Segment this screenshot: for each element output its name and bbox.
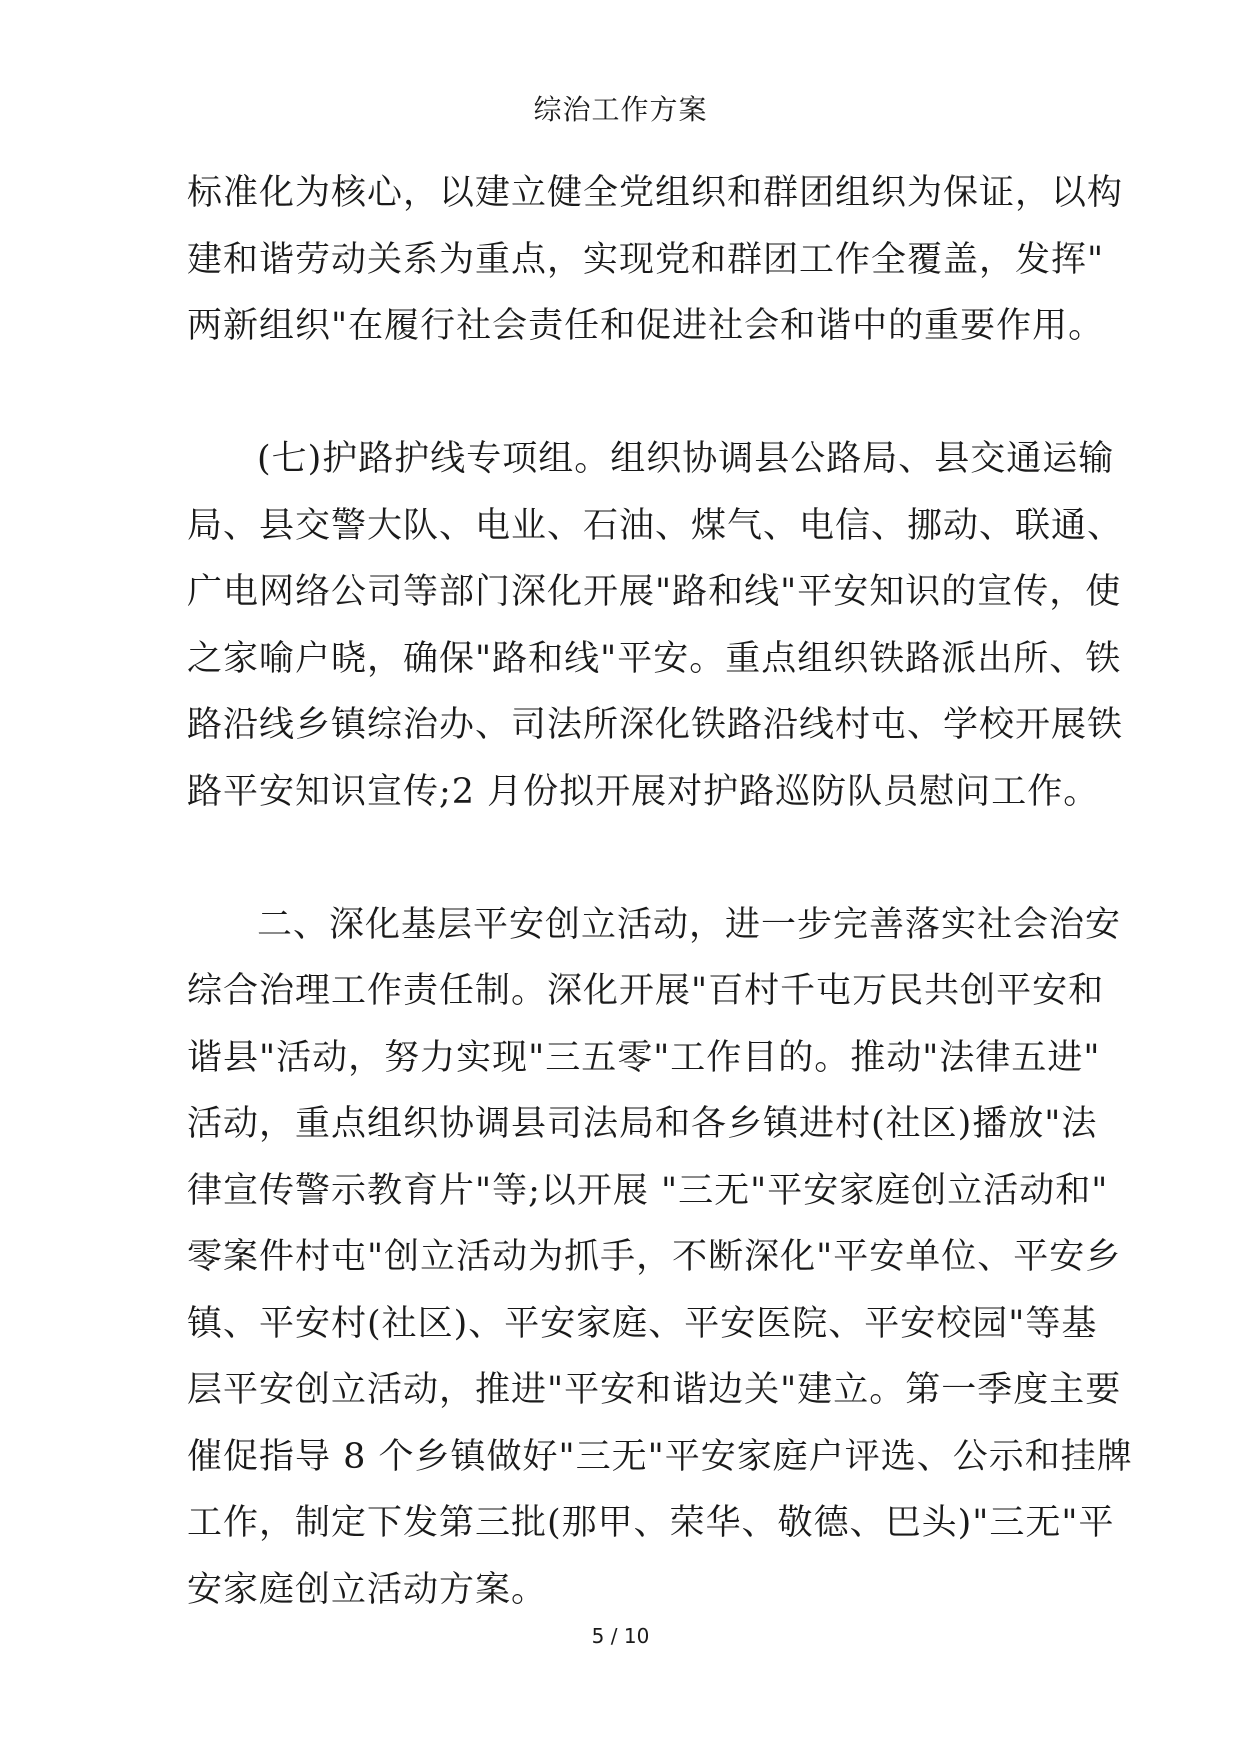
paragraph-spacer [187,825,1067,892]
text-line: 二、深化基层平安创立活动，进一步完善落实社会治安 [257,904,1122,945]
paragraph-3 [187,892,1133,1624]
text-line: (七)护路护线专项组。组织协调县公路局、县交通运输 [257,439,1115,479]
text-line: 工作，制定下发第三批(那甲、荣华、敬德、巴头)"三无"平 [187,1503,1115,1543]
text-line: 两新组织"在履行社会责任和促进社会和谐中的重要作用。 [187,306,1105,346]
text-line: 层平安创立活动，推进"平安和谐边关"建立。第一季度主要 [187,1370,1122,1410]
text-line: 谐县"活动，努力实现"三五零"工作目的。推动"法律五进" [187,1037,1101,1078]
text-line: 安家庭创立活动方案。 [187,1569,548,1610]
text-line: 活动，重点组织协调县司法局和各乡镇进村(社区)播放"法 [187,1104,1098,1144]
text-line: 零案件村屯"创立活动为抓手，不断深化"平安单位、平安乡 [187,1237,1122,1277]
text-line: 律宣传警示教育片"等;以开展 "三无"平安家庭创立活动和" [187,1170,1109,1211]
text-line: 之家喻户晓，确保"路和线"平安。重点组织铁路派出所、铁 [187,638,1122,679]
text-line: 广电网络公司等部门深化开展"路和线"平安知识的宣传，使 [187,572,1122,612]
text-line: 路沿线乡镇综治办、司法所深化铁路沿线村屯、学校开展铁 [187,705,1124,745]
paragraph-2 [187,426,1124,825]
text-line: 镇、平安村(社区)、平安家庭、平安医院、平安校园"等基 [187,1303,1098,1344]
document-body [187,160,1133,1623]
text-line: 综合治理工作责任制。深化开展"百村千屯万民共创平安和 [187,971,1105,1011]
text-line: 局、县交警大队、电业、石油、煤气、电信、挪动、联通、 [187,505,1124,546]
text-line: 建和谐劳动关系为重点，实现党和群团工作全覆盖，发挥" [187,239,1105,280]
paragraph-spacer [187,360,1067,427]
text-line: 标准化为核心，以建立健全党组织和群团组织为保证，以构 [187,173,1124,213]
page-header-title: 综治工作方案 [533,93,708,126]
text-line: 路平安知识宣传;2 月份拟开展对护路巡防队员慰问工作。 [187,771,1100,812]
page-number: 5 / 10 [591,1624,650,1648]
paragraph-1 [187,160,1124,360]
text-line: 催促指导 8 个乡镇做好"三无"平安家庭户评选、公示和挂牌 [187,1436,1133,1477]
